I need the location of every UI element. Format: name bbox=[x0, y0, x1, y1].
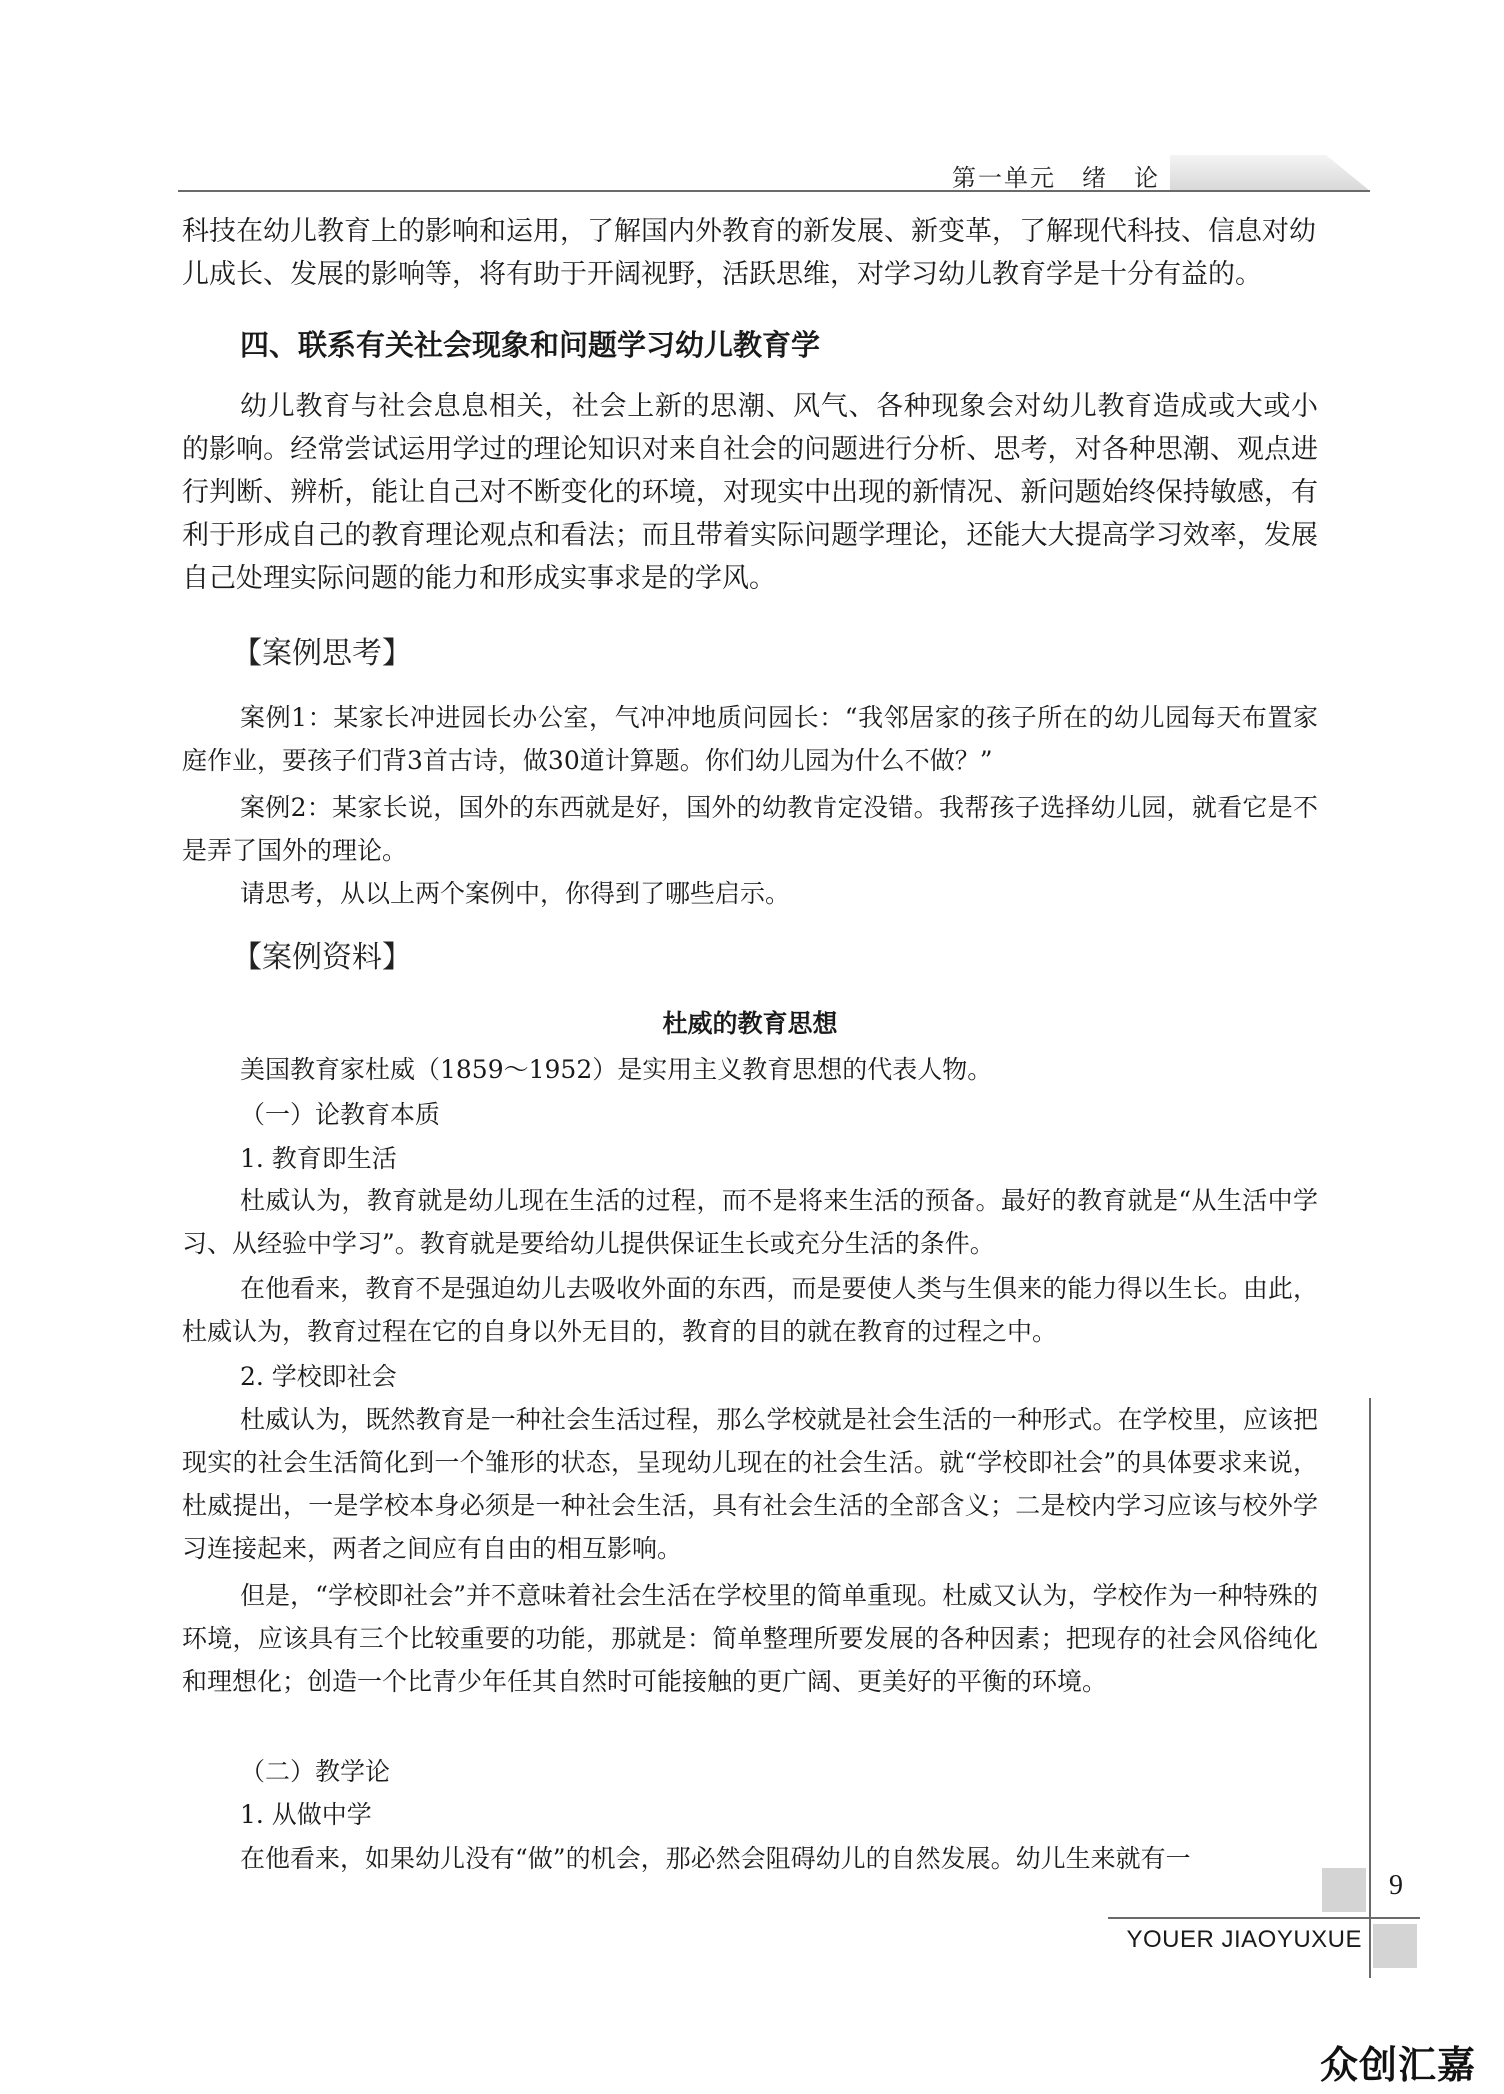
article-title: 杜威的教育思想 bbox=[662, 1009, 838, 1038]
header-rule bbox=[178, 190, 1370, 192]
item-1-paragraph-1: 杜威认为，教育就是幼儿现在生活的过程，而不是将来生活的预备。最好的教育就是“从生活中学习、从经验中学习”。教育就是要给幼儿提供保证生长或充分生活的条件。 bbox=[182, 1186, 1318, 1258]
page-number: 9 bbox=[1389, 1870, 1403, 1901]
part-1-heading: （一）论教育本质 bbox=[240, 1100, 441, 1129]
case-1-text: 案例1：某家长冲进园长办公室，气冲冲地质问园长：“我邻居家的孩子所在的幼儿园每天布置家庭作业，要孩子们背3首古诗，做30道计算题。你们幼儿园为什么不做？” bbox=[182, 703, 1318, 775]
part-2-heading: （二）教学论 bbox=[240, 1757, 391, 1786]
item-2-paragraph-1: 杜威认为，既然教育是一种社会生活过程，那么学校就是社会生活的一种形式。在学校里，应该把现实的社会生活简化到一个雏形的状态，呈现幼儿现在的社会生活。就“学校即社会”的具体要求来说，杜威提出，一是学校本身必须是一种社会生活，具有社会生活的全部含义；二是校内学习应该与校外学习连接起来，两者之间应有自由的相互影响。 bbox=[182, 1405, 1318, 1563]
footer-square-decoration bbox=[1322, 1868, 1366, 1912]
case-2-text: 案例2：某家长说，国外的东西就是好，国外的幼教肯定没错。我帮孩子选择幼儿园，就看它是不是弄了国外的理论。 bbox=[182, 793, 1318, 865]
watermark-logo: 众创汇嘉 bbox=[1320, 2043, 1477, 2087]
footer-square-decoration bbox=[1373, 1924, 1417, 1968]
section-heading: 四、联系有关社会现象和问题学习幼儿教育学 bbox=[240, 328, 821, 362]
item-2-heading: 2. 学校即社会 bbox=[240, 1362, 397, 1391]
header-tab-decoration bbox=[1170, 155, 1370, 191]
reflection-question: 请思考，从以上两个案例中，你得到了哪些启示。 bbox=[240, 879, 791, 908]
case-material-label: 【案例资料】 bbox=[232, 940, 412, 975]
article-intro: 美国教育家杜威（1859～1952）是实用主义教育思想的代表人物。 bbox=[240, 1055, 993, 1084]
item-2-paragraph-2: 但是，“学校即社会”并不意味着社会生活在学校里的简单重现。杜威又认为，学校作为一种特殊的环境，应该具有三个比较重要的功能，那就是：简单整理所要发展的各种因素；把现存的社会风俗纯化和理想化；创造一个比青少年任其自然时可能接触的更广阔、更美好的平衡的环境。 bbox=[182, 1581, 1318, 1696]
item-1-heading: 1. 教育即生活 bbox=[240, 1144, 397, 1173]
footer-vertical-rule bbox=[1369, 1398, 1371, 1978]
case-thinking-label: 【案例思考】 bbox=[232, 636, 412, 671]
footer-horizontal-rule bbox=[1108, 1917, 1420, 1919]
item-3-heading: 1. 从做中学 bbox=[240, 1800, 372, 1829]
intro-line-2: 儿成长、发展的影响等，将有助于开阔视野，活跃思维，对学习幼儿教育学是十分有益的。 bbox=[182, 259, 1262, 290]
item-3-paragraph-1: 在他看来，如果幼儿没有“做”的机会，那必然会阻碍幼儿的自然发展。幼儿生来就有一 bbox=[240, 1844, 1191, 1873]
running-header-title: 第一单元 绪 论 bbox=[952, 164, 1160, 192]
section-paragraph: 幼儿教育与社会息息相关，社会上新的思潮、风气、各种现象会对幼儿教育造成或大或小的影响。经常尝试运用学过的理论知识对来自社会的问题进行分析、思考，对各种思潮、观点进行判断、辨析，能让自己对不断变化的环境，对现实中出现的新情况、新问题始终保持敏感，有利于形成自己的教育理论观点和看法；而且带着实际问题学理论，还能大大提高学习效率，发展自己处理实际问题的能力和形成实事求是的学风。 bbox=[182, 391, 1318, 594]
intro-line-1: 科技在幼儿教育上的影响和运用，了解国内外教育的新发展、新变革，了解现代科技、信息对幼 bbox=[182, 216, 1316, 247]
item-1-paragraph-2: 在他看来，教育不是强迫幼儿去吸收外面的东西，而是要使人类与生俱来的能力得以生长。由此，杜威认为，教育过程在它的自身以外无目的，教育的目的就在教育的过程之中。 bbox=[182, 1274, 1318, 1346]
book-title-footer: YOUER JIAOYUXUE bbox=[1126, 1926, 1362, 1953]
